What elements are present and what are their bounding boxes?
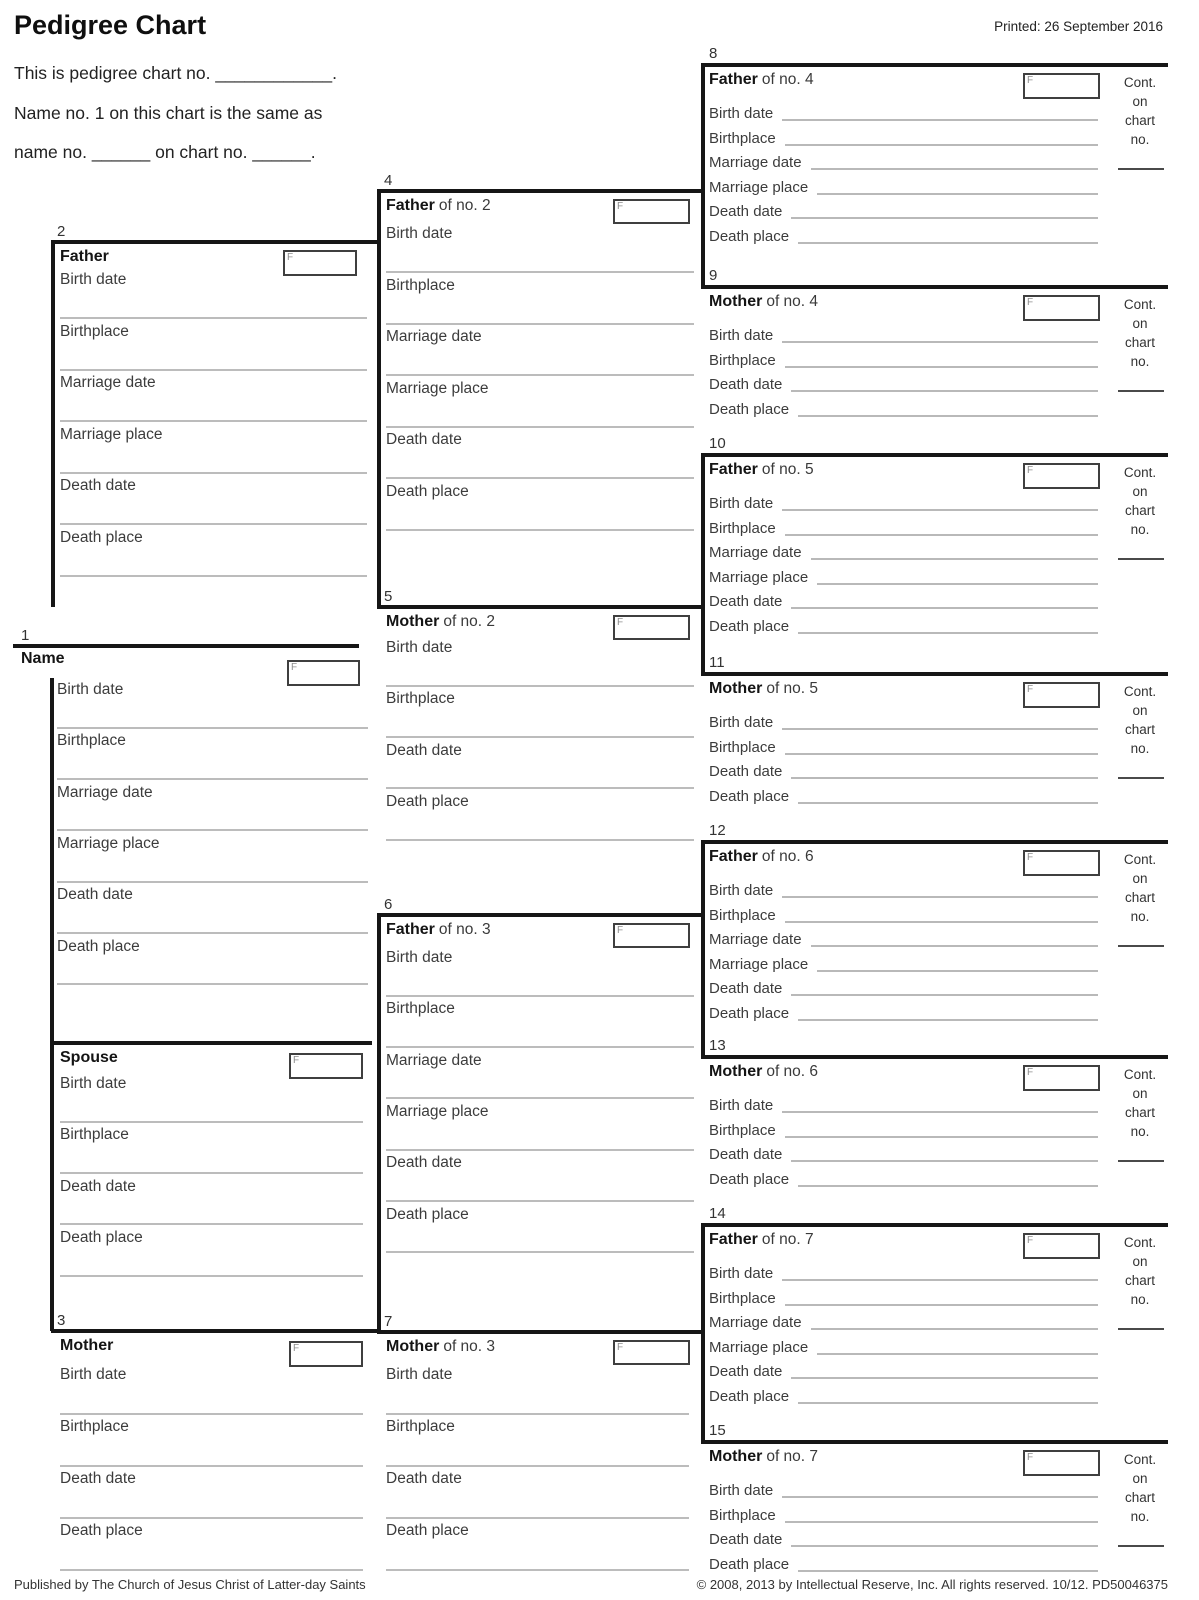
field-label: Birthplace xyxy=(709,351,776,369)
field-label: Birthplace xyxy=(709,1506,776,1524)
box-title-role: Father xyxy=(709,1231,758,1248)
box-number: 2 xyxy=(57,223,66,240)
field-label: Marriage place xyxy=(57,834,160,852)
field-label: Death date xyxy=(709,763,783,780)
field-row xyxy=(709,1507,1098,1529)
cont-note-line: on xyxy=(1132,703,1148,718)
box-number: 10 xyxy=(709,435,726,452)
box-title-suffix: of no. 7 xyxy=(761,1231,814,1248)
field-label: Birthplace xyxy=(386,1418,455,1435)
box-title-suffix: of no. 3 xyxy=(443,1338,496,1355)
cont-note-line: chart xyxy=(1124,1490,1155,1505)
field-label: Death place xyxy=(709,787,790,805)
field-label: Death place xyxy=(386,1205,469,1223)
field-label: Death place xyxy=(709,400,790,418)
flag-checkbox xyxy=(1023,1450,1100,1476)
cont-note-line: no. xyxy=(1130,1292,1150,1307)
box-number: 3 xyxy=(57,1312,66,1329)
field-label: Marriage place xyxy=(60,425,163,443)
flag-letter: F xyxy=(1027,297,1034,308)
cont-note-line: no. xyxy=(1130,1124,1150,1139)
box-title-suffix: of no. 5 xyxy=(766,680,819,697)
field-label: Death date xyxy=(709,1146,783,1163)
cont-note-line: on xyxy=(1132,1086,1148,1101)
cont-note-line: on xyxy=(1132,1471,1148,1486)
cont-note-line: no. xyxy=(1130,522,1150,537)
box-title-role: Spouse xyxy=(60,1049,118,1066)
field-label: Birthplace xyxy=(386,276,455,294)
box-title-suffix: of no. 7 xyxy=(766,1448,819,1465)
flag-letter: F xyxy=(293,1343,300,1354)
cont-on-chart-note xyxy=(1104,1450,1176,1526)
field-label: Marriage date xyxy=(709,1314,802,1331)
field-label: Birthplace xyxy=(60,1126,129,1144)
field-label: Death date xyxy=(709,376,783,393)
box-number: 6 xyxy=(384,896,393,913)
field-label: Death place xyxy=(386,1522,469,1539)
field-label: Marriage date xyxy=(57,783,153,801)
cont-note-line: chart xyxy=(1124,113,1155,128)
field-label: Birth date xyxy=(60,1366,127,1383)
cont-note-line: chart xyxy=(1124,890,1155,905)
field-label: Birth date xyxy=(60,271,127,288)
box-title-suffix: of no. 6 xyxy=(761,848,814,865)
field-label: Marriage date xyxy=(386,328,482,345)
field-label: Marriage place xyxy=(386,379,489,397)
field-label: Birthplace xyxy=(709,129,776,147)
cont-note-line: Cont. xyxy=(1123,1452,1157,1467)
field-label: Death date xyxy=(709,1531,783,1548)
flag-letter: F xyxy=(1027,852,1034,863)
box-top-border-line xyxy=(701,1440,1168,1444)
box-title-suffix: of no. 4 xyxy=(761,71,814,88)
intro-line-1: This is pedigree chart no. ____________. xyxy=(14,63,338,83)
field-label: Death place xyxy=(60,528,143,546)
field-label: Death date xyxy=(60,1177,136,1195)
field-label: Death date xyxy=(709,980,783,997)
flag-letter: F xyxy=(617,201,624,212)
field-underline xyxy=(798,1556,1098,1572)
field-label: Birth date xyxy=(709,714,774,731)
cont-chart-no-underline xyxy=(1118,1545,1164,1547)
box-number: 14 xyxy=(709,1205,726,1222)
field-label: Birthplace xyxy=(709,738,776,756)
cont-note-line: on xyxy=(1132,94,1148,109)
field-label: Marriage date xyxy=(709,544,802,561)
cont-note-line: on xyxy=(1132,316,1148,331)
box-title-role: Mother xyxy=(386,1338,440,1355)
field-label: Birthplace xyxy=(57,732,126,750)
field-label: Birth date xyxy=(709,495,774,512)
field-label: Death date xyxy=(386,1154,462,1172)
field-label: Marriage date xyxy=(709,154,802,171)
box-title-suffix: of no. 6 xyxy=(766,1063,819,1080)
cont-note-line: no. xyxy=(1130,1509,1150,1524)
field-label: Birthplace xyxy=(60,1418,129,1435)
box-title-role: Father xyxy=(60,248,109,265)
field-underline xyxy=(791,1531,1098,1547)
box-title-suffix: of no. 4 xyxy=(766,293,819,310)
field-label: Birthplace xyxy=(709,1121,776,1139)
cont-note-line: chart xyxy=(1124,335,1155,350)
flag-letter: F xyxy=(1027,1067,1034,1078)
box-number: 4 xyxy=(384,172,393,189)
field-label: Birth date xyxy=(709,1097,774,1114)
field-label: Death date xyxy=(57,886,133,904)
field-label: Marriage place xyxy=(386,1102,489,1120)
cont-note-line: on xyxy=(1132,871,1148,886)
box-number: 13 xyxy=(709,1037,726,1054)
field-underline xyxy=(782,1482,1098,1498)
box-number: 9 xyxy=(709,267,718,284)
field-label: Birthplace xyxy=(709,1289,776,1307)
field-label: Birth date xyxy=(709,105,774,122)
footer-publisher: Published by The Church of Jesus Christ of Latter-day Saints xyxy=(14,1577,366,1592)
field-label: Death date xyxy=(709,593,783,610)
field-label: Death place xyxy=(709,1387,790,1405)
box-title-role: Father xyxy=(709,71,758,88)
flag-letter: F xyxy=(1027,75,1034,86)
cont-note-line: on xyxy=(1132,1254,1148,1269)
intro-line-2: Name no. 1 on this chart is the same as xyxy=(14,103,323,123)
box-title-role: Mother xyxy=(60,1337,114,1354)
box-number: 8 xyxy=(709,45,718,62)
box-title-role: Mother xyxy=(709,293,763,310)
box-title-suffix: of no. 2 xyxy=(443,613,496,630)
box-number: 12 xyxy=(709,822,726,839)
box-title-suffix: of no. 5 xyxy=(761,461,814,478)
box-number: 15 xyxy=(709,1422,726,1439)
field-label: Birth date xyxy=(709,1482,774,1499)
cont-note-line: Cont. xyxy=(1123,75,1157,90)
field-label: Birth date xyxy=(386,949,453,966)
box-title-suffix: of no. 3 xyxy=(438,921,491,938)
box-number: 7 xyxy=(384,1313,393,1330)
box-title-role: Father xyxy=(386,197,435,214)
field-label: Death place xyxy=(709,1170,790,1188)
intro-line-3: name no. ______ on chart no. ______. xyxy=(14,142,316,162)
box-number: 1 xyxy=(21,627,30,644)
flag-letter: F xyxy=(1027,1235,1034,1246)
box-title xyxy=(709,1448,818,1466)
field-label: Birthplace xyxy=(709,906,776,924)
cont-note-line: chart xyxy=(1124,1273,1155,1288)
cont-note-line: no. xyxy=(1130,741,1150,756)
flag-letter: F xyxy=(291,662,298,673)
cont-note-line: on xyxy=(1132,484,1148,499)
field-label: Marriage date xyxy=(709,931,802,948)
field-label: Birth date xyxy=(386,225,453,242)
cont-note-line: chart xyxy=(1124,503,1155,518)
field-label: Marriage place xyxy=(709,568,809,586)
field-label: Death date xyxy=(386,431,462,448)
box-title-suffix: of no. 2 xyxy=(438,197,491,214)
field-label: Birth date xyxy=(60,1075,127,1092)
cont-note-line: Cont. xyxy=(1123,1067,1157,1082)
cont-note-line: Cont. xyxy=(1123,1235,1157,1250)
field-label: Death place xyxy=(60,1522,143,1539)
page-title: Pedigree Chart xyxy=(14,10,207,40)
field-row xyxy=(709,1482,1098,1504)
flag-letter: F xyxy=(617,617,624,628)
field-label: Birthplace xyxy=(386,1000,455,1018)
field-label: Birth date xyxy=(709,327,774,344)
field-row xyxy=(709,1531,1098,1553)
flag-letter: F xyxy=(617,1342,624,1353)
field-label: Birth date xyxy=(386,1366,453,1383)
field-row xyxy=(709,1556,1098,1578)
cont-note-line: no. xyxy=(1130,132,1150,147)
field-label: Birth date xyxy=(709,1265,774,1282)
field-label: Marriage date xyxy=(386,1051,482,1069)
field-label: Death date xyxy=(709,1363,783,1380)
field-label: Marriage place xyxy=(709,955,809,973)
field-label: Birthplace xyxy=(709,519,776,537)
flag-letter: F xyxy=(1027,465,1034,476)
field-underline xyxy=(785,1507,1098,1523)
field-label: Death place xyxy=(709,1004,790,1022)
field-label: Marriage place xyxy=(709,1338,809,1356)
box-number: 11 xyxy=(709,654,725,671)
field-label: Marriage place xyxy=(709,178,809,196)
printed-date: Printed: 26 September 2016 xyxy=(994,19,1163,34)
field-label: Death place xyxy=(709,1555,790,1573)
field-label: Death place xyxy=(386,482,469,500)
flag-letter: F xyxy=(1027,684,1034,695)
field-label: Birthplace xyxy=(386,690,455,708)
flag-letter: F xyxy=(293,1055,300,1066)
field-label: Death place xyxy=(709,617,790,635)
box-title-role: Father xyxy=(709,461,758,478)
box-title-role: Name xyxy=(21,650,65,667)
field-label: Death date xyxy=(60,1470,136,1487)
cont-note-line: chart xyxy=(1124,722,1155,737)
cont-note-line: no. xyxy=(1130,354,1150,369)
field-label: Death date xyxy=(386,1470,462,1487)
cont-note-line: Cont. xyxy=(1123,297,1157,312)
field-label: Death date xyxy=(709,203,783,220)
box-title-role: Mother xyxy=(386,613,440,630)
cont-note-line: Cont. xyxy=(1123,852,1157,867)
cont-note-line: chart xyxy=(1124,1105,1155,1120)
field-label: Marriage date xyxy=(60,374,156,391)
field-label: Death date xyxy=(60,477,136,494)
field-label: Birth date xyxy=(386,639,453,656)
box-title-role: Mother xyxy=(709,680,763,697)
footer-copyright: © 2008, 2013 by Intellectual Reserve, Inc. All rights reserved. 10/12. PD50046375 xyxy=(696,1577,1168,1592)
flag-letter: F xyxy=(287,252,294,263)
field-label: Birth date xyxy=(57,681,124,698)
field-label: Birth date xyxy=(709,882,774,899)
box-number: 5 xyxy=(384,588,393,605)
box-title-role: Mother xyxy=(709,1448,763,1465)
flag-letter: F xyxy=(1027,1452,1034,1463)
field-label: Death place xyxy=(709,227,790,245)
field-label: Death place xyxy=(386,792,469,810)
field-label: Death date xyxy=(386,741,462,759)
box-title-role: Mother xyxy=(709,1063,763,1080)
box-title-role: Father xyxy=(709,848,758,865)
cont-note-line: no. xyxy=(1130,909,1150,924)
field-label: Death place xyxy=(57,937,140,955)
flag-letter: F xyxy=(617,925,624,936)
field-label: Birthplace xyxy=(60,322,129,340)
cont-note-line: Cont. xyxy=(1123,684,1157,699)
cont-note-line: Cont. xyxy=(1123,465,1157,480)
box-title-role: Father xyxy=(386,921,435,938)
field-label: Death place xyxy=(60,1228,143,1246)
